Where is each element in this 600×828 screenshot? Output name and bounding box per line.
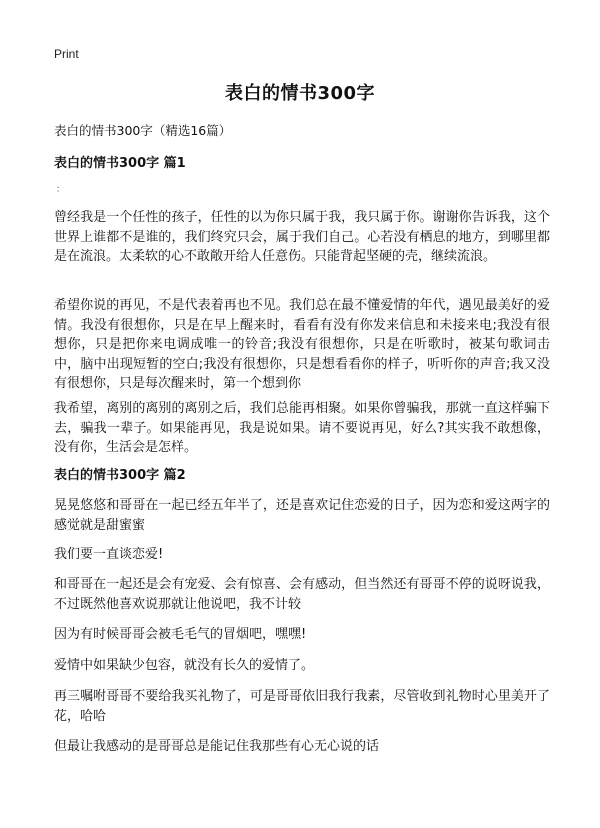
paragraph: 但最让我感动的是哥哥总是能记住我那些有心无心说的话	[54, 739, 380, 754]
paragraph: 曾经我是一个任性的孩子，任性的以为你只属于我，我只属于你。谢谢你告诉我，这个世界上谁都不是谁的，我们终究只会，属于我们自己。心若没有栖息的地方，到哪里都是在流浪。太柔软的心不敢敞开给人任意伤。只能背起坚硬的壳，继续流浪。	[54, 210, 550, 265]
section-heading-1: 表白的情书300字 篇1	[54, 156, 186, 171]
paragraph: 晃晃悠悠和哥哥在一起已经五年半了，还是喜欢记住恋爱的日子，因为恋和爱这两字的感觉就是甜蜜蜜	[54, 498, 550, 533]
paragraph: 爱情中如果缺少包容，就没有长久的爱情了。	[54, 658, 315, 673]
section-marker: ：	[56, 185, 66, 195]
paragraph: 我希望，离别的离别的离别之后，我们总能再相聚。如果你曾骗我，那就一直这样骗下去，骗我一辈子。如果能再见，我是说如果。请不要说再见，好么?其实我不敢想像，没有你，生活会是怎样。	[54, 401, 550, 456]
paragraph: 因为有时候哥哥会被毛毛气的冒烟吧，嘿嘿!	[54, 627, 307, 642]
paragraph: 和哥哥在一起还是会有宠爱、会有惊喜、会有感动，但当然还有哥哥不停的说呀说我，不过既然他喜欢说那就让他说吧，我不计较	[54, 577, 550, 612]
page-title: 表白的情书300字	[224, 83, 376, 104]
document-subtitle: 表白的情书300字（精选16篇）	[54, 123, 232, 138]
paragraph: 我们要一直谈恋爱!	[54, 547, 164, 562]
paragraph: 希望你说的再见，不是代表着再也不见。我们总在最不懂爱情的年代，遇见最美好的爱情。我没有很想你，只是在早上醒来时，看看有没有你发来信息和未接来电;我没有很想你，只是把你来电调成唯一的铃音;我没有很想你，只是在听歌时，被某句歌词击中，脑中出现短暂的空白;我没有很想你，只是想看看你的样子，听听你的声音;我又没有很想你，只是每次醒来时，第一个想到你	[54, 298, 550, 392]
section-heading-2: 表白的情书300字 篇2	[54, 468, 186, 483]
print-label[interactable]: Print	[54, 47, 79, 61]
paragraph: 再三嘱咐哥哥不要给我买礼物了，可是哥哥依旧我行我素，尽管收到礼物时心里美开了花，哈哈	[54, 689, 550, 724]
